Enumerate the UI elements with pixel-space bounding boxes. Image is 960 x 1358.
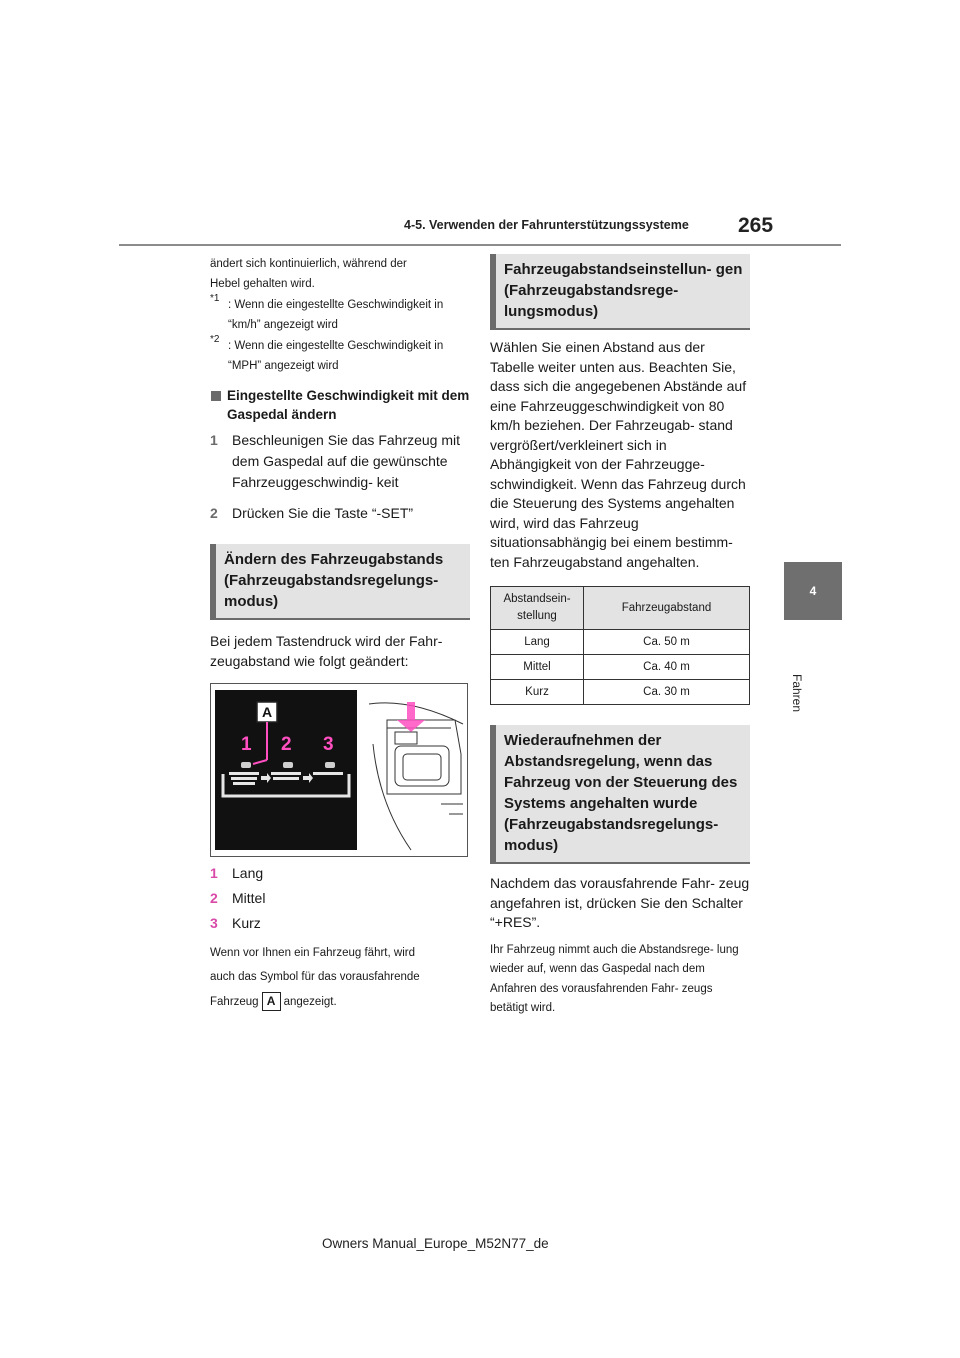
section-body: Nachdem das vorausfahrende Fahr- zeug angefahren ist, drücken Sie den Schalter “+RES”. xyxy=(490,875,750,930)
legend-item xyxy=(210,863,470,883)
table-cell: Ca. 40 m xyxy=(584,655,750,680)
dashboard-illustration xyxy=(211,684,467,856)
section-body: Bei jedem Tastendruck wird der Fahr- zeugabstand wie folgt geändert: xyxy=(210,633,443,669)
closing-line-3 xyxy=(210,989,470,1015)
chapter-tab xyxy=(784,562,842,620)
table-cell: Mittel xyxy=(491,655,584,680)
page-number: 265 xyxy=(738,214,774,237)
legend-number: 3 xyxy=(210,915,218,931)
legend-text: Mittel xyxy=(232,890,266,906)
distance-figure xyxy=(210,683,468,857)
legend-number: 1 xyxy=(210,865,218,881)
table-row xyxy=(491,655,750,680)
legend-item xyxy=(210,913,470,933)
inline-callout-box: A xyxy=(262,992,281,1011)
table-header-row xyxy=(491,587,750,630)
callout-label: A xyxy=(261,704,273,720)
closing-line-2: auch das Symbol für das vorausfahrende xyxy=(210,971,420,983)
closing-line-1: Wenn vor Ihnen ein Fahrzeug fährt, wird xyxy=(210,947,415,959)
intro-line-1: ändert sich kontinuierlich, während der xyxy=(210,258,407,270)
figure-label-1: 1 xyxy=(241,734,252,755)
table-cell: Ca. 30 m xyxy=(584,680,750,705)
step-item xyxy=(210,503,470,524)
closing-post: angezeigt. xyxy=(283,996,337,1008)
right-column xyxy=(490,254,750,1019)
figure-label-2: 2 xyxy=(281,734,292,755)
legend-text: Kurz xyxy=(232,915,261,931)
section-heading-distance: Ändern des Fahrzeugabstands (Fahrzeugabstandsregelungs- modus) xyxy=(210,544,470,620)
table-cell: Ca. 50 m xyxy=(584,630,750,655)
distance-switch xyxy=(395,732,417,744)
section-heading-resume: Wiederaufnehmen der Abstandsregelung, wenn das Fahrzeug von der Steuerung des Systems angehalten wurde (Fahrzeugabstandsregelungs- modus) xyxy=(490,725,750,864)
step-text: Beschleunigen Sie das Fahrzeug mit dem Gaspedal auf die gewünschte Fahrzeuggeschwindig- keit xyxy=(232,432,461,490)
footnote-2 xyxy=(210,336,470,376)
legend-number: 2 xyxy=(210,890,218,906)
intro-line-2: Hebel gehalten wird. xyxy=(210,278,315,290)
footnote-mark: *1 xyxy=(210,293,220,304)
footer-text: Owners Manual_Europe_M52N77_de xyxy=(322,1236,549,1251)
step-number: 2 xyxy=(210,505,218,521)
table-cell: Lang xyxy=(491,630,584,655)
subheading: Eingestellte Geschwindigkeit mit dem Gaspedal ändern xyxy=(210,386,470,424)
closing-pre: Fahrzeug xyxy=(210,996,259,1008)
table-header: Fahrzeugabstand xyxy=(584,587,750,630)
table-row xyxy=(491,630,750,655)
footnote-1 xyxy=(210,295,470,335)
chapter-number: 4 xyxy=(809,584,817,598)
chapter-label: Fahren xyxy=(790,674,804,713)
table-header: Abstandsein- stellung xyxy=(491,587,584,630)
step-number: 1 xyxy=(210,432,218,448)
legend-text: Lang xyxy=(232,865,264,881)
table-row xyxy=(491,680,750,705)
section-body: Wählen Sie einen Abstand aus der Tabelle weiter unten aus. Beachten Sie, dass sich die angegebenen Abstände auf eine Fahrzeuggeschwindigkeit von 80 km/h beziehen. Der Fahrzeugab- stand vergrößert/verkleinert sich in Abhängigkeit von der Fahrzeugge- schwindigkeit. Wenn das Fahrzeug durch die Steuerung des Systems angehalten wird, wird das Fahrzeug situationsabhängig bei einem bestimm- ten Fahrzeugabstand angehalten. xyxy=(490,339,747,570)
header-divider xyxy=(119,244,841,246)
section-note: Ihr Fahrzeug nimmt auch die Abstandsrege- lung wieder auf, wenn das Gaspedal nach dem Anfahren des vorausfahrenden Fahr- zeugs betätigt wird. xyxy=(490,943,739,1014)
footnote-text: : Wenn die eingestellte Geschwindigkeit in “MPH” angezeigt wird xyxy=(228,340,444,372)
display-panel xyxy=(215,690,357,850)
legend-item xyxy=(210,888,470,908)
section-title: 4-5. Verwenden der Fahrunterstützungssysteme xyxy=(404,218,689,232)
step-text: Drücken Sie die Taste “-SET” xyxy=(232,505,414,521)
distance-table xyxy=(490,586,750,705)
footnote-mark: *2 xyxy=(210,334,220,345)
figure-label-3: 3 xyxy=(323,734,334,755)
left-column xyxy=(210,254,470,1015)
section-heading-settings: Fahrzeugabstandseinstellun- gen (Fahrzeugabstandsrege- lungsmodus) xyxy=(490,254,750,330)
footnote-text: : Wenn die eingestellte Geschwindigkeit in “km/h” angezeigt wird xyxy=(228,299,444,331)
table-cell: Kurz xyxy=(491,680,584,705)
step-item xyxy=(210,430,470,493)
